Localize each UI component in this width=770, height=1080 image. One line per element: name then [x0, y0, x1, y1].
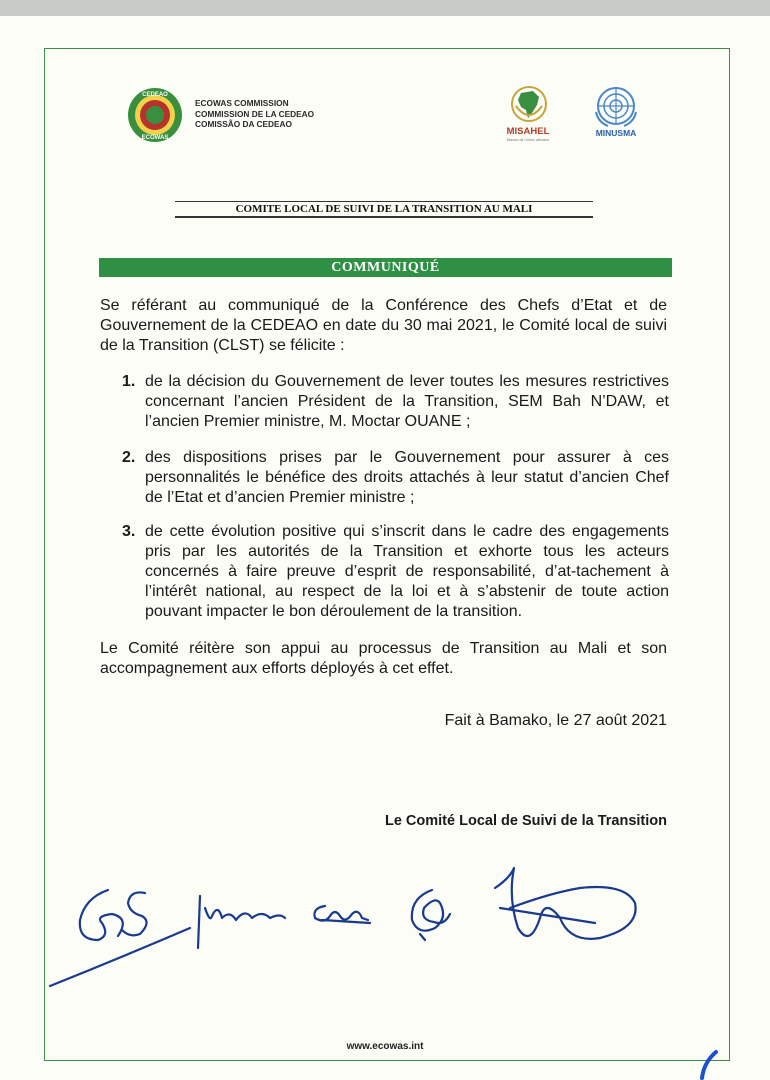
website-footer: www.ecowas.int	[346, 1041, 424, 1052]
list-item-number: 2.	[122, 449, 136, 466]
minusma-label: MINUSMA	[595, 128, 637, 138]
ecowas-line-pt: COMISSÃO DA CEDEAO	[195, 119, 292, 130]
window-top-bar	[0, 0, 770, 16]
list-item-text: des dispositions prises par le Gouvernement pour assurer à ces personnalités le bénéfice des droits attachés à leur statut d’ancien Chef de l’Etat et d’ancien Premier ministre ;	[145, 449, 669, 506]
handwritten-signatures	[40, 848, 740, 998]
svg-text:CEDEAO: CEDEAO	[142, 92, 168, 98]
ecowas-line-en: ECOWAS COMMISSION	[195, 98, 289, 108]
svg-text:ECOWAS: ECOWAS	[141, 135, 169, 141]
list-item-number: 1.	[122, 373, 136, 390]
closing-paragraph: Le Comité réitère son appui au processus de Transition au Mali et son accompagnement aux efforts déployés à cet effet.	[100, 640, 667, 677]
ink-mark-corner	[694, 1048, 734, 1080]
signatory-title: Le Comité Local de Suivi de la Transition	[384, 813, 667, 829]
place-date-line: Fait à Bamako, le 27 août 2021	[444, 712, 667, 729]
communique-title: COMMUNIQUÉ	[331, 260, 440, 275]
ecowas-logo	[126, 86, 184, 144]
committee-heading: COMITE LOCAL DE SUIVI DE LA TRANSITION AU MALI	[235, 203, 533, 215]
ecowas-line-fr: COMMISSION DE LA CEDEAO	[195, 108, 315, 119]
ecowas-commission-text	[195, 98, 314, 130]
misahel-subtitle: Mission de l'Union africaine	[506, 138, 550, 142]
intro-paragraph: Se référant au communiqué de la Conférence des Chefs d’Etat et de Gouvernement de la CEDEAO en date du 30 mai 2021, le Comité local de suivi de la Transition (CLST) se félicite :	[100, 297, 667, 354]
list-item-text: de cette évolution positive qui s’inscrit dans le cadre des engagements pris par les autorités de la Transition et exhorte tous les acteurs concernés à faire preuve d’esprit de responsabilité, d’at-tachement à l’intérêt national, au respect de la loi et à s’abstenir de toute action pouvant impacter le bon déroulement de la transition.	[145, 523, 669, 620]
list-item-number: 3.	[122, 523, 136, 540]
heading-rule-bottom	[175, 216, 593, 218]
list-item-text: de la décision du Gouvernement de lever toutes les mesures restrictives concernant l’ancien Président de la Transition, SEM Bah N’DAW, et l’ancien Premier ministre, M. Moctar OUANE ;	[145, 373, 669, 430]
heading-rule-top	[175, 201, 593, 202]
misahel-label: MISAHEL	[506, 126, 550, 137]
